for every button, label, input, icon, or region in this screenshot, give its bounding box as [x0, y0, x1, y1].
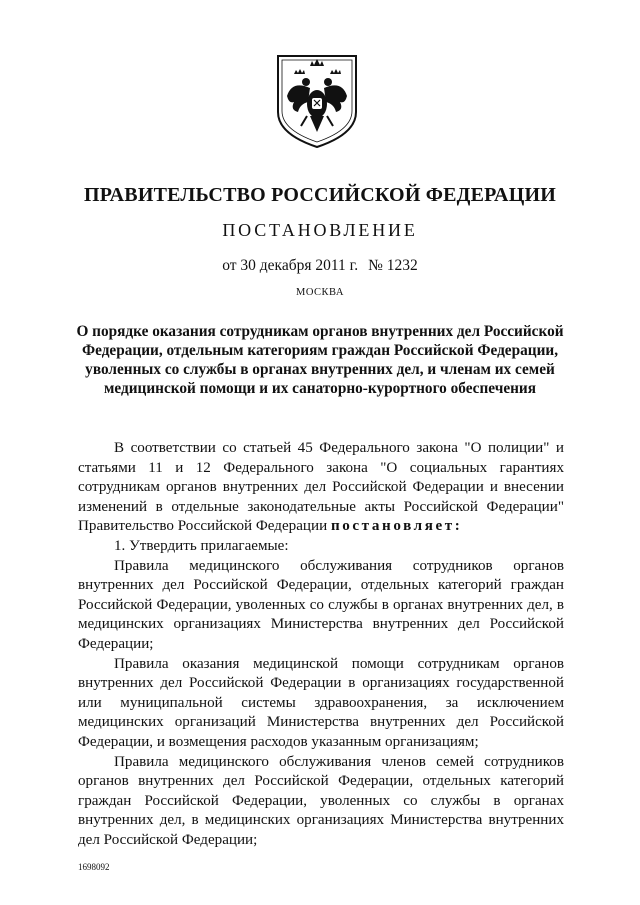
rules-item: Правила медицинского обслуживания сотрудников органов внутренних дел Российской Федерации, отдельных категорий граждан Российской Федерации, уволенных со службы в органах внутренних дел, в медицинских организациях Министерства внутренних дел Российской Федерации; — [78, 557, 564, 652]
document-type: ПОСТАНОВЛЕНИЕ — [222, 220, 418, 240]
item-1: 1. Утвердить прилагаемые: — [114, 537, 289, 554]
preamble-paragraph — [78, 439, 564, 537]
resolves-keyword: постановляет: — [330, 518, 463, 535]
city-name: МОСКВА — [296, 287, 344, 298]
preamble-text: В соответствии со статьей 45 Федерального закона "О полиции" и статьями 11 и 12 Федерального закона "О социальных гарантиях сотрудникам органов внутренних дел Российской Федерации и внесении изменений в отдельные законодательные акты Российской Федерации" Правительство Российской Федерации — [78, 440, 564, 535]
title-line: медицинской помощи и их санаторно-курортного обеспечения — [103, 380, 537, 397]
document-code: 1698092 — [78, 862, 110, 872]
title-line: О порядке оказания сотрудникам органов внутренних дел Российской — [76, 323, 564, 340]
title-line: Федерации, отдельным категориям граждан Российской Федерации, — [81, 342, 559, 359]
coat-of-arms-emblem — [270, 52, 364, 150]
rules-item: Правила медицинского обслуживания членов семей сотрудников органов внутренних дел Российской Федерации, отдельных категорий граждан Российской Федерации, уволенных со службы в органах внутренних дел, в медицинских организациях Министерства внутренних дел Российской Федерации; — [78, 753, 564, 848]
decree-date: от 30 декабря 2011 г. — [222, 257, 359, 274]
title-line: уволенных со службы в органах внутренних дел, и членам их семей — [85, 361, 555, 378]
rules-item: Правила оказания медицинской помощи сотрудникам органов внутренних дел Российской Федерации в организациях государственной или муниципальной системы здравоохранения, за исключением медицинских организаций Министерства внутренних дел Российской Федерации, и возмещения расходов указанным организациям; — [78, 655, 564, 750]
government-name: ПРАВИТЕЛЬСТВО РОССИЙСКОЙ ФЕДЕРАЦИИ — [84, 184, 556, 206]
document-body — [78, 439, 564, 850]
date-line — [0, 257, 640, 275]
document-title — [60, 322, 580, 398]
decree-number: № 1232 — [368, 257, 418, 274]
